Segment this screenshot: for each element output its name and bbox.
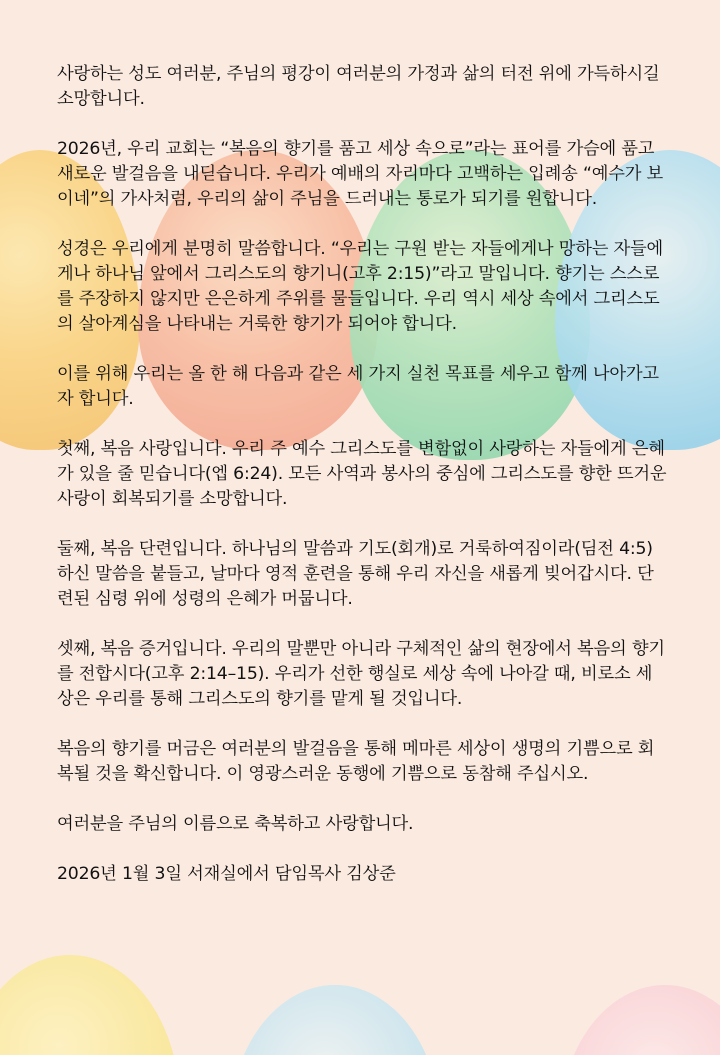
closing-paragraph: 복음의 향기를 머금은 여러분의 발걸음을 통해 메마른 세상이 생명의 기쁨으로 회복될 것을 확신합니다. 이 영광스러운 동행에 기쁨으로 동참해 주십시오. — [57, 739, 655, 784]
scripture-paragraph: 성경은 우리에게 분명히 말씀합니다. “우리는 구원 받는 자들에게나 망하는 자들에게나 하나님 앞에서 그리스도의 향기니(고후 2:15)”라고 말입니다. 향기는 스스로를 주장하지 않지만 은은하게 주위를 물들입니다. 우리 역시 세상 속에서 그리스도의 살아계심을 나타내는 거룩한 향기가 되어야 합니다. — [57, 239, 663, 334]
goal-three-paragraph: 셋째, 복음 증거입니다. 우리의 말뿐만 아니라 구체적인 삶의 현장에서 복음의 향기를 전합시다(고후 2:14–15). 우리가 선한 행실로 세상 속에 나아갈 때, 비로소 세상은 우리를 통해 그리스도의 향기를 맡게 될 것입니다. — [57, 639, 665, 709]
pastoral-letter — [57, 62, 667, 887]
goals-intro-paragraph: 이를 위해 우리는 올 한 해 다음과 같은 세 가지 실천 목표를 세우고 함께 나아가고자 합니다. — [57, 364, 659, 409]
motto-paragraph: 2026년, 우리 교회는 “복음의 향기를 품고 세상 속으로”라는 표어를 가슴에 품고 새로운 발걸음을 내딛습니다. 우리가 예배의 자리마다 고백하는 입례송 “예수가 보이네”의 가사처럼, 우리의 삶이 주님을 드러내는 통로가 되기를 원합니다. — [57, 139, 663, 209]
greeting-paragraph: 사랑하는 성도 여러분, 주님의 평강이 여러분의 가정과 삶의 터전 위에 가득하시길 소망합니다. — [57, 64, 660, 109]
goal-two-paragraph: 둘째, 복음 단련입니다. 하나님의 말씀과 기도(회개)로 거룩하여짐이라(딤전 4:5) 하신 말씀을 붙들고, 날마다 영적 훈련을 통해 우리 자신을 새롭게 빚어갑시다. 단련된 심령 위에 성령의 은혜가 머뭅니다. — [57, 539, 654, 609]
blessing-paragraph: 여러분을 주님의 이름으로 축복하고 사랑합니다. — [57, 814, 414, 834]
signature-line: 2026년 1월 3일 서재실에서 담임목사 김상준 — [57, 864, 396, 884]
goal-one-paragraph: 첫째, 복음 사랑입니다. 우리 주 예수 그리스도를 변함없이 사랑하는 자들에게 은혜가 있을 줄 믿습니다(엡 6:24). 모든 사역과 봉사의 중심에 그리스도를 향한 뜨거운 사랑이 회복되기를 소망합니다. — [57, 439, 667, 509]
